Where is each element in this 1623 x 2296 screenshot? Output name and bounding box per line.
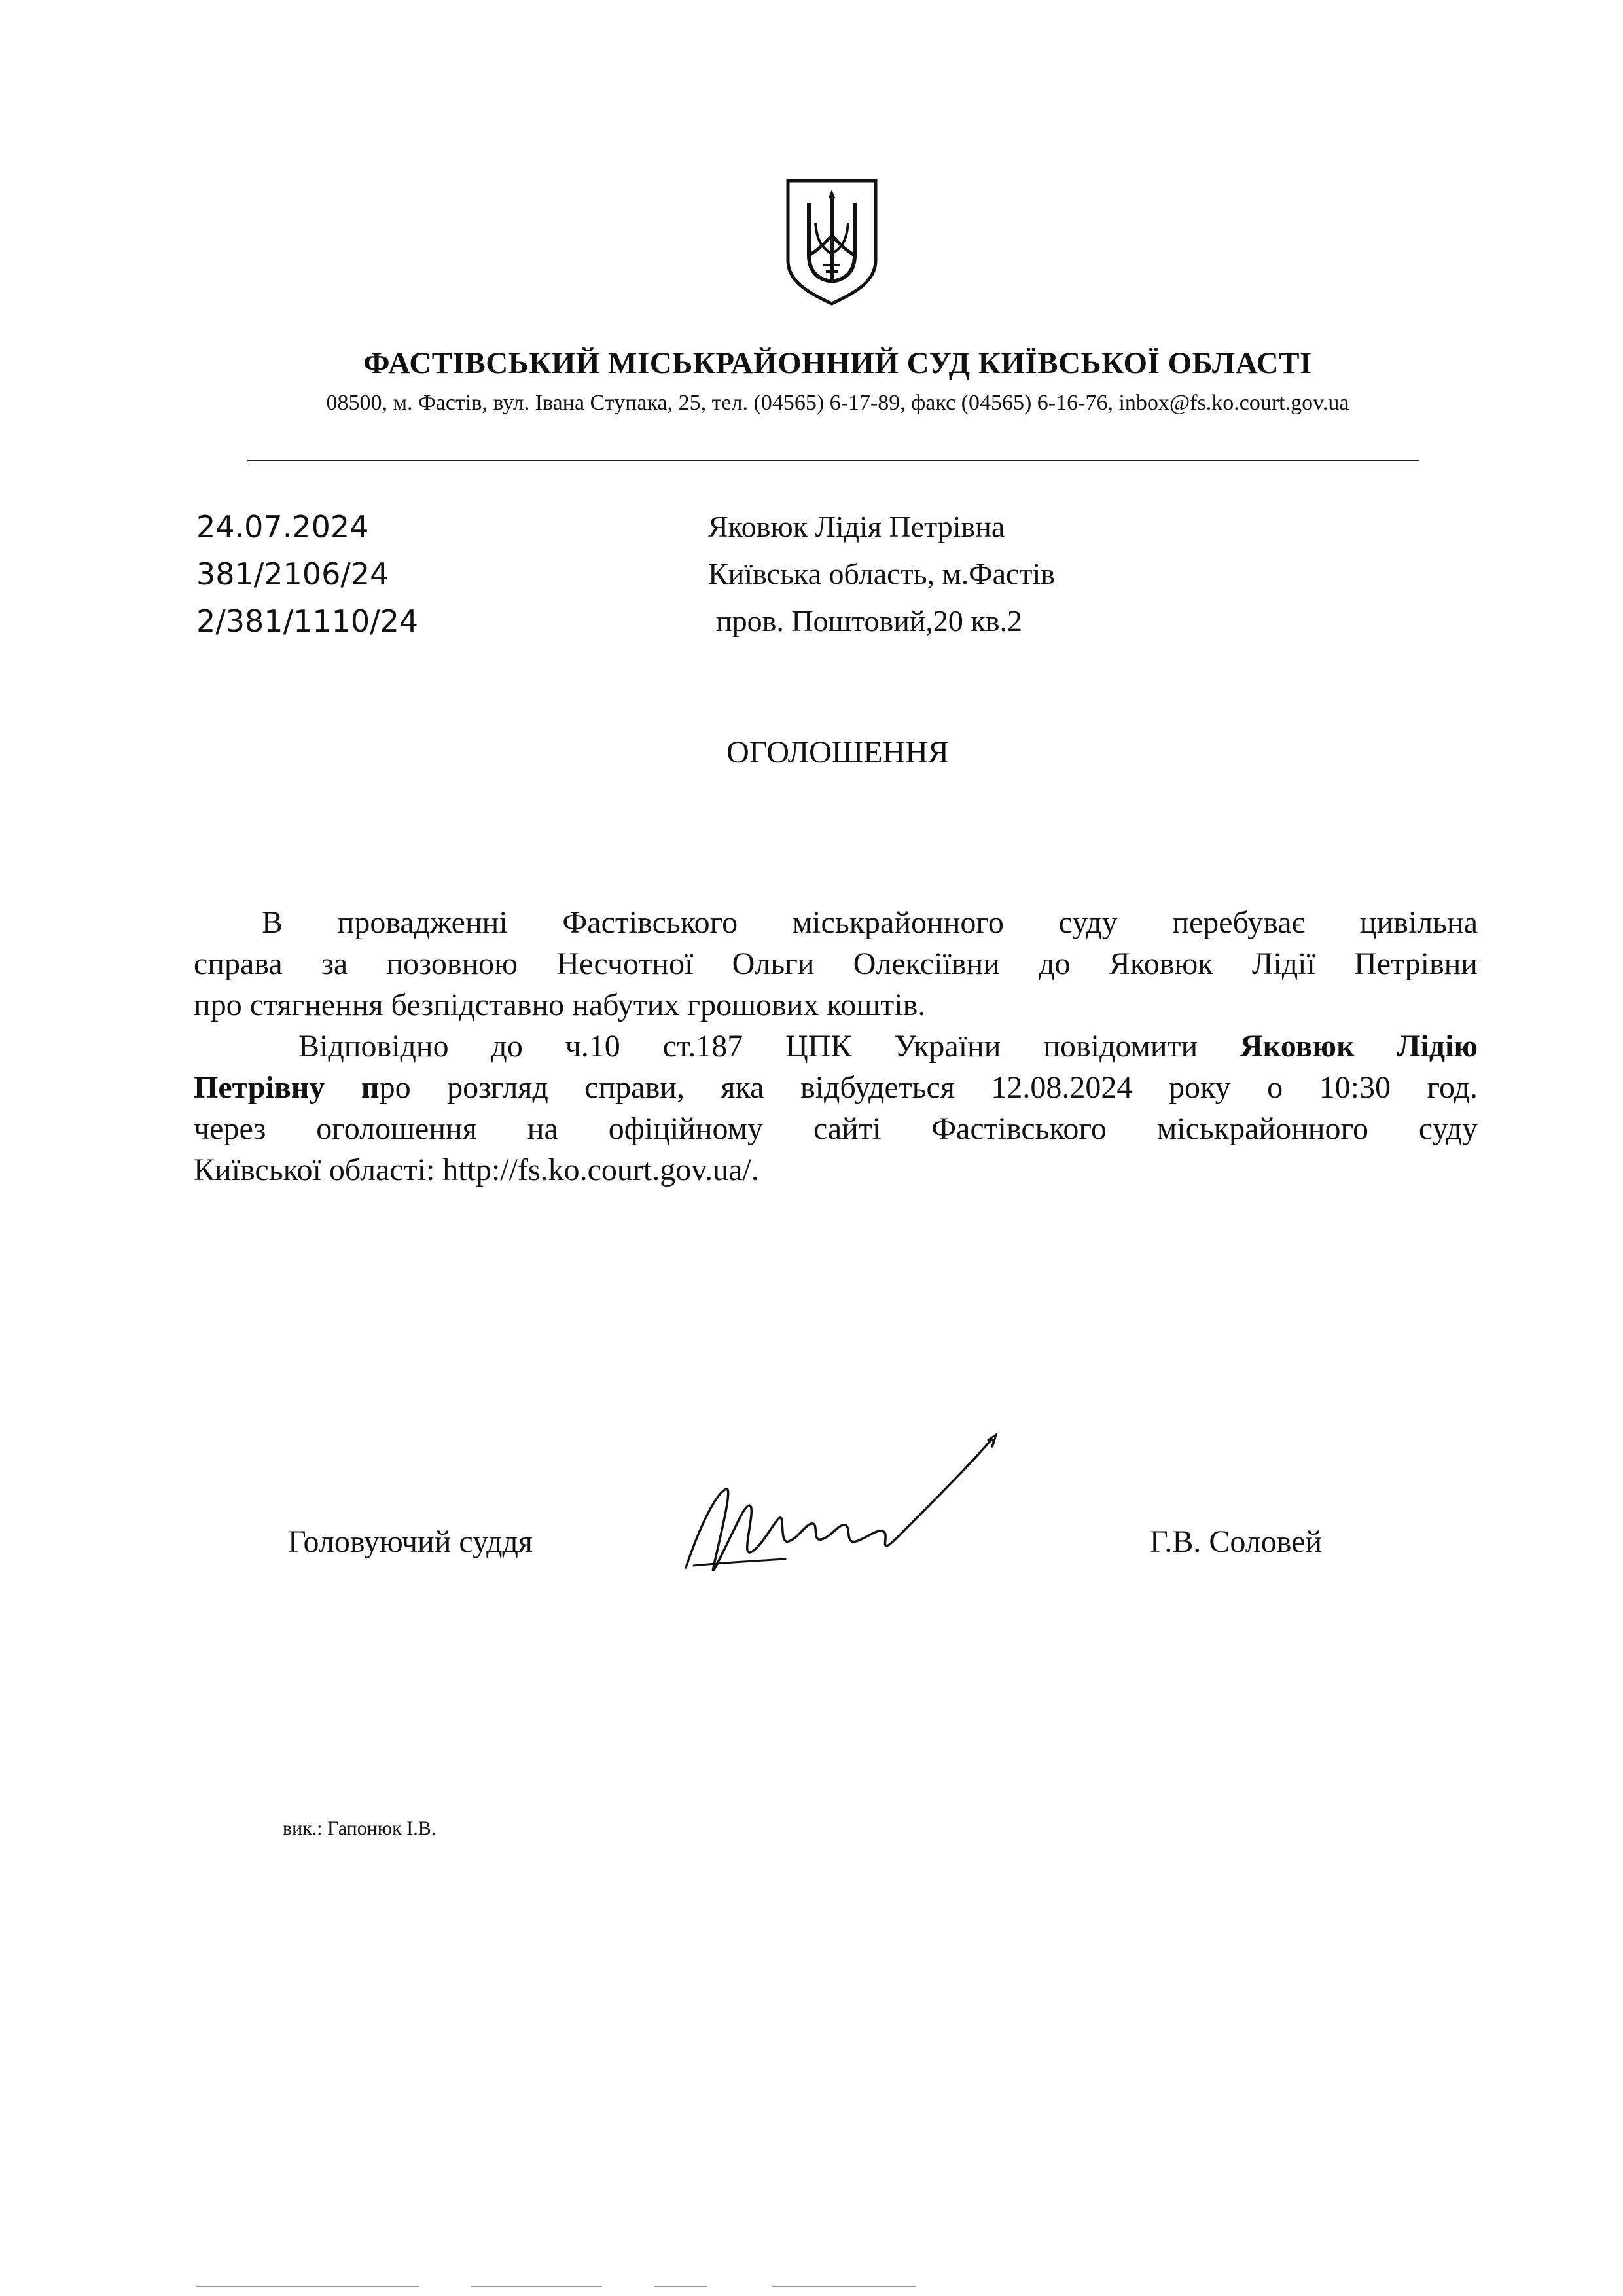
- paragraph-2-line-1-text: Відповідно до ч.10 ст.187 ЦПК України повідомити: [298, 1029, 1241, 1064]
- court-name: ФАСТІВСЬКИЙ МІСЬКРАЙОННИЙ СУД КИЇВСЬКОЇ ОБЛАСТІ: [363, 346, 1312, 380]
- scan-edge-marks: [196, 2284, 916, 2288]
- recipient-patronymic-bold: Петрівну п: [194, 1070, 380, 1105]
- executor-note: вик.: Гапонюк І.В.: [283, 1818, 437, 1839]
- notice-title: ОГОЛОШЕННЯ: [726, 735, 949, 770]
- paragraph-1-line-3: про стягнення безпідставно набутих грошових коштів.: [194, 988, 926, 1022]
- judge-role: Головуючий суддя: [288, 1524, 533, 1559]
- recipient-name: Яковюк Лідія Петрівна: [708, 510, 1005, 543]
- signature-icon: [681, 1427, 1021, 1597]
- court-address: 08500, м. Фастів, вул. Івана Ступака, 25, тел. (04565) 6-17-89, факс (04565) 6-16-76, inbox@fs.ko.court.gov.ua: [326, 391, 1349, 415]
- proceeding-number: 2/381/1110/24: [196, 603, 419, 639]
- paragraph-2-line-3: через оголошення на офіційному сайті Фастівського міськрайонного суду: [194, 1111, 1478, 1146]
- paragraph-2-line-2: [194, 1067, 1478, 1108]
- header-divider: [247, 460, 1419, 461]
- recipient-street: пров. Поштовий,20 кв.2: [716, 604, 1022, 637]
- recipient-region-city: Київська область, м.Фастів: [708, 557, 1056, 590]
- coat-of-arms-icon: [783, 177, 881, 308]
- case-number: 381/2106/24: [196, 556, 389, 592]
- recipient-name-bold: Яковюк Лідію: [1240, 1029, 1478, 1064]
- document-date: 24.07.2024: [196, 509, 369, 545]
- paragraph-1-line-1: В провадженні Фастівського міськрайонного суду перебуває цивільна: [262, 905, 1478, 940]
- paragraph-1-line-2: справа за позовною Несчотної Ольги Олексіївни до Яковюк Лідії Петрівни: [194, 946, 1478, 981]
- hearing-datetime-text: ро розгляд справи, яка відбудеться 12.08.2024 року о 10:30 год.: [379, 1070, 1478, 1105]
- notice-paragraph-1: [194, 902, 1478, 1026]
- paragraph-2-line-1: [194, 1026, 1478, 1067]
- notice-paragraph-2: [194, 1026, 1478, 1191]
- judge-name: Г.В. Соловей: [1150, 1524, 1323, 1559]
- paragraph-2-line-4: Київської області: http://fs.ko.court.gov.ua/.: [194, 1153, 759, 1187]
